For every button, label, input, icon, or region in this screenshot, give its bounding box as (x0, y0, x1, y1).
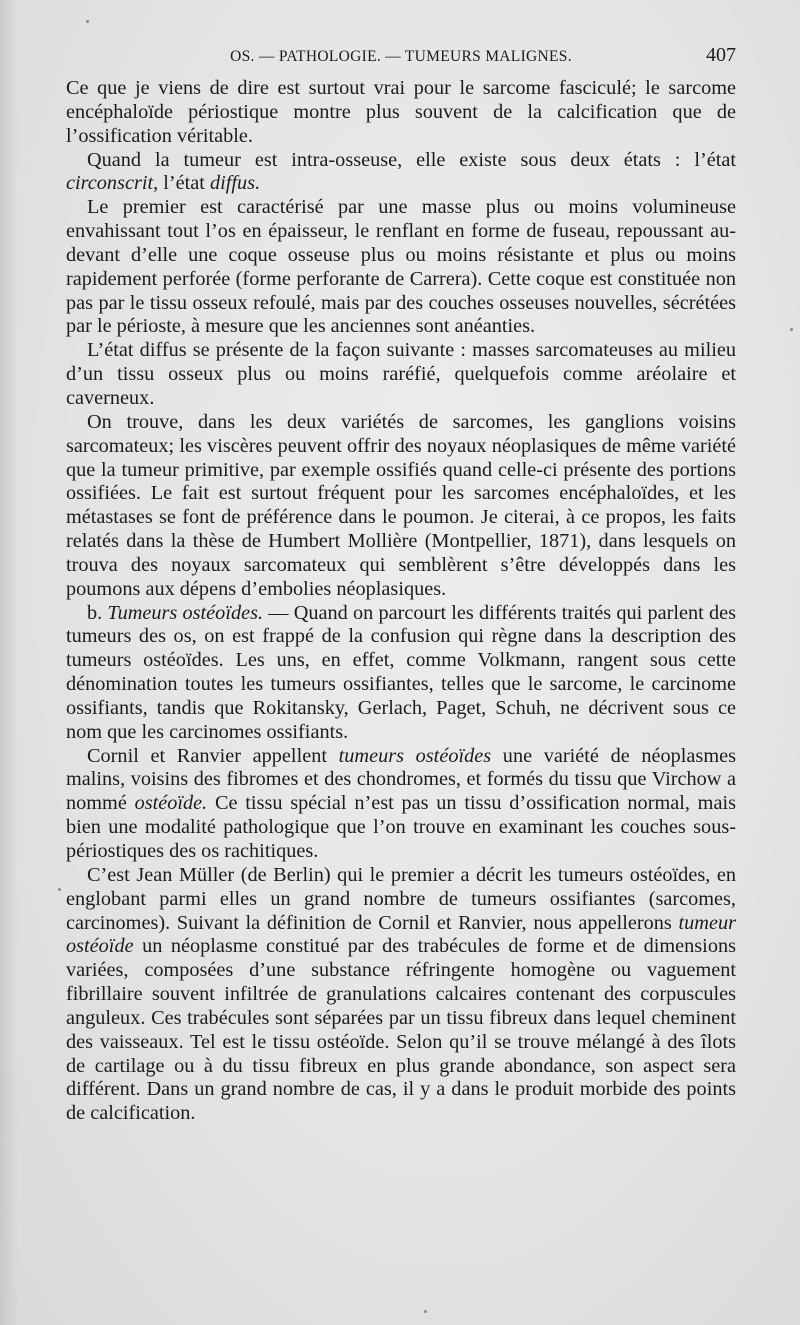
paragraph (66, 77, 736, 149)
text-segment: C’est Jean Müller (de Berlin) qui le premier a décrit les tumeurs ostéoïdes, en englobant parmi elles un grand nombre de tumeurs ossifiantes (sarcomes, carcinomes). Suivant la définition de Cornil et Ranvier, nous appellerons (66, 863, 736, 934)
text-segment: L’état diffus se présente de la façon suivante : masses sarcomateuses au milieu d’un tissu osseux plus ou moins raréfié, quelquefois comme aréolaire et caverneux. (66, 339, 736, 409)
paragraph (66, 339, 736, 411)
text-segment: un néoplasme constitué par des trabécules de forme et de dimensions variées, composées d’une substance réfringente homogène ou vaguement fibrillaire souvent infiltrée de granulations calcaires contenant des corpuscules anguleux. Ces trabécules sont séparées par un tissu fibreux dans lequel cheminent des vaisseaux. Tel est le tissu ostéoïde. Selon qu’il se trouve mélangé à des îlots de cartilage ou à du tissu fibreux en plus grande abondance, son aspect sera différent. Dans un grand nombre de cas, il y a dans le produit morbide des points de calcification. (66, 935, 736, 1125)
text-segment: Cornil et Ranvier appellent (87, 744, 339, 767)
text-segment: On trouve, dans les deux variétés de sarcomes, les ganglions voisins sarcomateux; les viscères peuvent offrir des noyaux néoplasiques de même variété que la tumeur primitive, par exemple ossifiés quand celle-ci présente des portions ossifiées. Le fait est surtout fréquent pour les sarcomes encéphaloïdes, et les métastases se font de préférence dans le poumon. Je citerai, à ce propos, les faits relatés dans la thèse de Humbert Mollière (Montpellier, 1871), dans lesquels on trouva des noyaux sarcomateux qui semblèrent s’être développés dans les poumons aux dépens d’embolies néoplasiques. (66, 410, 736, 600)
page-gutter-shadow (0, 0, 18, 1325)
italic-text: ostéoïde. (134, 792, 208, 815)
scan-speck (424, 1310, 427, 1313)
scan-speck (790, 328, 793, 331)
italic-text: diffus. (210, 172, 261, 195)
scan-speck (58, 888, 61, 891)
italic-text: tumeur ostéoïde (66, 911, 736, 958)
italic-text: Tumeurs ostéoïdes. (107, 601, 264, 624)
paragraph (66, 149, 736, 197)
italic-text: tumeurs ostéoïdes (338, 744, 492, 767)
paragraph (66, 411, 736, 602)
text-segment: Ce tissu spécial n’est pas un tissu d’ossification normal, mais bien une modalité pathologique que l’on trouve en examinant les couches sous-périostiques des os rachitiques. (66, 792, 736, 862)
italic-text: circonscrit, (66, 172, 159, 195)
scan-speck (86, 20, 89, 23)
text-segment: Le premier est caractérisé par une masse plus ou moins volumineuse envahissant tout l’os en épaisseur, le renflant en forme de fuseau, repoussant au-devant d’elle une coque osseuse plus ou moins résistante et plus ou moins rapidement perforée (forme perforante de Carrera). Cette coque est constituée non pas par le tissu osseux refoulé, mais par des couches osseuses nouvelles, sécrétées par le périoste, à mesure que les anciennes sont anéanties. (66, 196, 736, 338)
text-segment: b. (87, 601, 108, 624)
text-segment: Quand la tumeur est intra-osseuse, elle existe sous deux états : l’état (87, 148, 736, 171)
paragraph (66, 196, 736, 339)
paragraph (66, 864, 736, 1126)
text-segment: une variété de néoplasmes malins, voisins des fibromes et des chondromes, et formés du tissu que Virchow a nommé (66, 744, 736, 815)
text-segment: l’état (158, 172, 210, 195)
body-text (66, 77, 736, 1126)
paragraph (66, 745, 736, 864)
paragraph (66, 602, 736, 745)
running-title: OS. — PATHOLOGIE. — TUMEURS MALIGNES. (230, 48, 572, 65)
page-number: 407 (706, 44, 736, 66)
text-segment: Ce que je viens de dire est surtout vrai pour le sarcome fasciculé; le sarcome encéphaloïde périostique montre plus souvent de la calcification que de l’ossification véritable. (66, 77, 736, 147)
text-segment: — Quand on parcourt les différents traités qui parlent des tumeurs des os, on est frappé de la confusion qui règne dans la description des tumeurs ostéoïdes. Les uns, en effet, comme Volkmann, rangent sous cette dénomination toutes les tumeurs ossifiantes, telles que le sarcome, le carcinome ossifiants, tandis que Rokitansky, Gerlach, Paget, Schuh, ne décrivent sous ce nom que les carcinomes ossifiants. (66, 601, 737, 743)
page-header (66, 44, 736, 72)
